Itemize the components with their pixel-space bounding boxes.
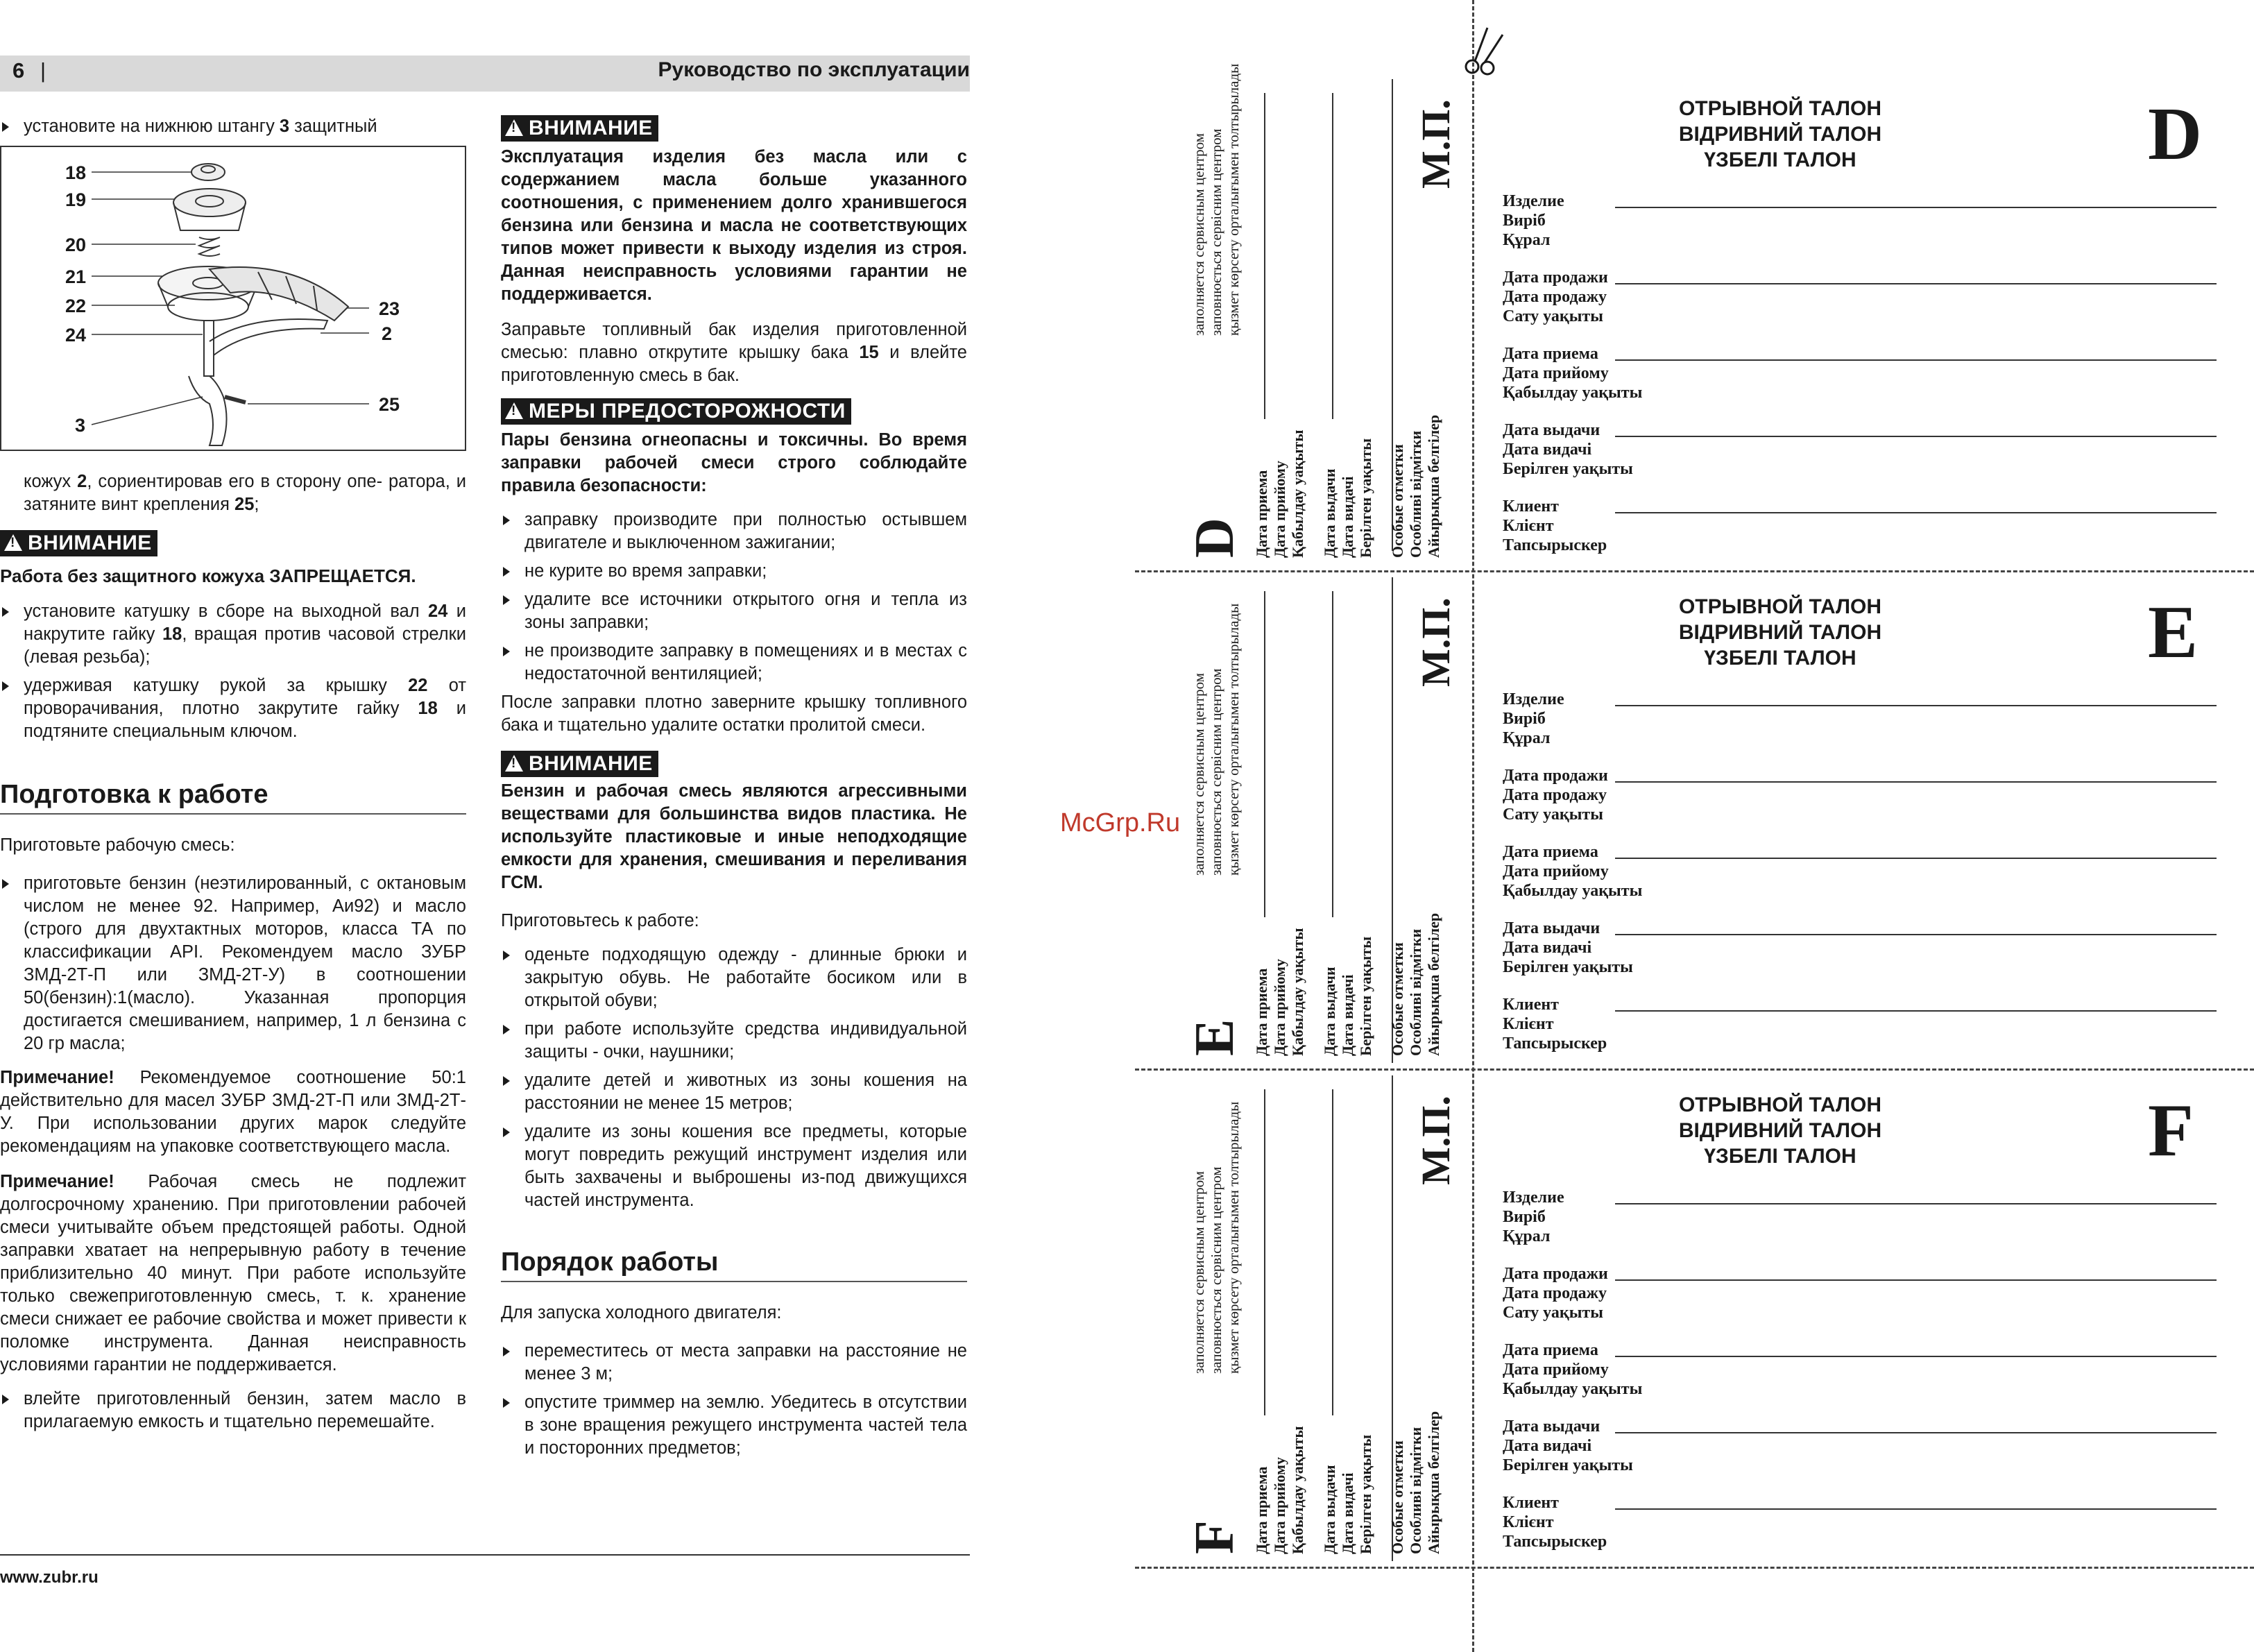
stamp-mp: М.П.: [1413, 99, 1458, 189]
stub-notes: Особые отметки Особливі відмітки Айырықша белгілер: [1389, 1411, 1442, 1554]
left-column-top: [0, 115, 466, 138]
intro-bullet: установите на нижнюю штангу 3 защитный: [0, 115, 466, 138]
field-line[interactable]: [1615, 1279, 2217, 1281]
coupon-title: ОТРЫВНОЙ ТАЛОН ВІДРИВНИЙ ТАЛОН ҮЗБЕЛІ ТАЛОН: [1678, 595, 1882, 670]
field-issue-date: Дата выдачи Дата видачі Берілген уақыты: [1503, 1417, 1633, 1474]
cut-line-3: [1135, 1567, 2254, 1569]
list-item: заправку производите при полностью остывшем двигателе и выключенном зажигании;: [501, 509, 967, 554]
stub-service-note: заполняется сервисным центром заповнюється сервісним центром қызмет көрсету орталығымен толтырылады: [1190, 63, 1242, 336]
stub-field-line: [1264, 591, 1265, 917]
field-line[interactable]: [1615, 512, 2217, 513]
stub-issue: Дата выдачи Дата видачі Берілген уақыты: [1321, 438, 1374, 558]
note-2: Примечание! Рабочая смесь не подлежит долгосрочному хранению. При приготовлении рабочей смеси учитывайте объем предстоящей работы. Одной заправки хватает на непрерывную работу в течение приблизительно 40 минут. При работе используйте только свежеприготовленную смесь, т. к. хранение смеси снижает ее рабочие свойства и может привести к поломке инструмента. Данная неисправность условиями гарантии не поддерживается.: [0, 1172, 466, 1374]
figure-label-18: 18: [65, 162, 87, 183]
right-column: [501, 115, 967, 1460]
field-line[interactable]: [1615, 934, 2217, 935]
warning-icon: [505, 119, 523, 136]
field-line[interactable]: [1615, 207, 2217, 208]
stub-notes: Особые отметки Особливі відмітки Айырықша белгілер: [1389, 414, 1442, 558]
figure-label-2: 2: [382, 323, 393, 344]
stub-letter: E: [1184, 1019, 1245, 1056]
warning-badge-3: !ВНИМАНИЕ: [501, 751, 967, 777]
field-receive-date: Дата приема Дата прийому Қабылдау уақыты: [1503, 1341, 1643, 1398]
warning-text-1: Работа без защитного кожуха ЗАПРЕЩАЕТСЯ.: [0, 565, 416, 586]
field-product: Изделие Виріб Құрал: [1503, 192, 1564, 249]
field-receive-date: Дата приема Дата прийому Қабылдау уақыты: [1503, 843, 1643, 900]
section-rule: [501, 1281, 967, 1282]
figure-label-24: 24: [65, 325, 87, 346]
list-item: опустите триммер на землю. Убедитесь в отсутствии в зоне вращения режущего инструмента частей тела и посторонних предметов;: [501, 1391, 967, 1460]
precautions-badge: !МЕРЫ ПРЕДОСТОРОЖНОСТИ: [501, 398, 967, 425]
stub-notes: Особые отметки Особливі відмітки Айырықша белгілер: [1389, 912, 1442, 1056]
fill-instruction: Заправьте топливный бак изделия приготовленной смесью: плавно открутите крышку бака 15 и влейте приготовленную смесь в бак.: [501, 320, 967, 385]
prepare-work: Приготовьтесь к работе:: [501, 911, 699, 930]
stamp-mp: М.П.: [1413, 1096, 1458, 1185]
field-line[interactable]: [1615, 1508, 2217, 1510]
warning-icon: [505, 402, 523, 419]
watermark: McGrp.Ru: [1060, 808, 1181, 837]
section-title-work: Порядок работы: [501, 1247, 719, 1277]
field-sale-date: Дата продажи Дата продажу Сату уақыты: [1503, 1265, 1608, 1322]
list-item: не производите заправку в помещениях и в местах с недостаточной вентиляцией;: [501, 640, 967, 686]
coupon-letter: E: [2148, 591, 2198, 674]
section-rule: [0, 813, 466, 815]
warning-text-2: Эксплуатация изделия без масла или с содержанием масла больше указанного соотношения, с применением долго хранившегося бензина или бензина и масла не соответствующих типов может привести к выходу изделия из строя. Данная неисправность условиями гарантии не поддерживается.: [501, 147, 967, 304]
header-separator: |: [40, 58, 46, 83]
coupon-title: ОТРЫВНОЙ ТАЛОН ВІДРИВНИЙ ТАЛОН ҮЗБЕЛІ ТАЛОН: [1678, 97, 1882, 171]
field-line[interactable]: [1615, 1010, 2217, 1012]
field-line[interactable]: [1615, 436, 2217, 437]
field-line[interactable]: [1615, 858, 2217, 859]
field-client: Клиент Клієнт Тапсырыскер: [1503, 1494, 1607, 1551]
stub-receive: Дата приема Дата прийому Қабылдау уақыты: [1253, 928, 1306, 1056]
figure-label-19: 19: [65, 189, 87, 210]
coupon-f: [1135, 1068, 2254, 1567]
field-line[interactable]: [1615, 781, 2217, 783]
note-1: Примечание! Рекомендуемое соотношение 50:1 действительно для масел ЗУБР ЗМД-2Т-П или ЗМД-2Т-У. При использовании других марок следуйте рекомендациям на упаковке соответствующего масла.: [0, 1068, 466, 1156]
manual-title: Руководство по эксплуатации: [658, 58, 970, 81]
figure-label-22: 22: [65, 296, 87, 316]
field-line[interactable]: [1615, 359, 2217, 361]
list-item: оденьте подходящую одежду - длинные брюки и закрытую обувь. Не работайте босиком или в открытой обуви;: [501, 944, 967, 1012]
field-receive-date: Дата приема Дата прийому Қабылдау уақыты: [1503, 345, 1643, 402]
warning-badge-1: !ВНИМАНИЕ: [0, 530, 466, 556]
cold-start: Для запуска холодного двигателя:: [501, 1303, 782, 1322]
warning-icon: [4, 534, 22, 551]
prepare-intro: Приготовьте рабочую смесь:: [0, 835, 235, 855]
field-issue-date: Дата выдачи Дата видачі Берілген уақыты: [1503, 421, 1633, 478]
figure-label-23: 23: [379, 298, 400, 319]
list-item: влейте приготовленный бензин, затем масло в прилагаемую емкость и тщательно перемешайте.: [0, 1388, 466, 1433]
field-sale-date: Дата продажи Дата продажу Сату уақыты: [1503, 269, 1608, 325]
list-item: удерживая катушку рукой за крышку 22 от проворачивания, плотно закрутите гайку 18 и подтяните специальным ключом.: [0, 674, 466, 743]
list-item: переместитесь от места заправки на расстояние не менее 3 м;: [501, 1340, 967, 1386]
field-line[interactable]: [1615, 705, 2217, 706]
stub-field-line: [1264, 93, 1265, 419]
coupon-e: [1135, 570, 2254, 1068]
stub-field-line: [1264, 1089, 1265, 1415]
warning-text-3: Бензин и рабочая смесь являются агрессивными веществами для большинства видов пластика. Не используйте пластиковые и иные неподходящие емкости для хранения, смешивания и переливания ГСМ.: [501, 781, 967, 892]
warning-badge-2: !ВНИМАНИЕ: [501, 115, 967, 142]
stub-issue: Дата выдачи Дата видачі Берілген уақыты: [1321, 936, 1374, 1056]
trimmer-head-drawing: [1, 147, 465, 450]
page-number: 6: [12, 58, 25, 83]
kozhuh-text: кожух 2, сориентировав его в сторону опе- ратора, и затяните винт крепления 25;: [24, 472, 466, 514]
field-line[interactable]: [1615, 1203, 2217, 1204]
list-item: приготовьте бензин (неэтилированный, с октановым числом не менее 92. Например, Аи92) и масло (строго для двухтактных моторов, класса ТА по классификации API. Рекомендуем масло ЗУБР ЗМД-2Т-П или ЗМД-2Т-У) в соотношении 50(бензин):1(масло). Указанная пропорция достигается смешиванием, например, 1 л бензина с 20 гр масла;: [0, 872, 466, 1055]
list-item: при работе используйте средства индивидуальной защиты - очки, наушники;: [501, 1018, 967, 1064]
footer-url[interactable]: www.zubr.ru: [0, 1568, 99, 1587]
list-item: удалите все источники открытого огня и тепла из зоны заправки;: [501, 588, 967, 634]
left-column-main: [0, 470, 466, 1433]
list-item: установите катушку в сборе на выходной вал 24 и накрутите гайку 18, вращая против часовой стрелки (левая резьба);: [0, 600, 466, 669]
assembly-figure: [0, 146, 466, 451]
figure-label-3: 3: [75, 415, 86, 436]
figure-label-21: 21: [65, 266, 87, 287]
section-title-prepare: Подготовка к работе: [0, 780, 268, 809]
field-client: Клиент Клієнт Тапсырыскер: [1503, 497, 1607, 554]
list-item: удалите детей и животных из зоны кошения на расстоянии не менее 15 метров;: [501, 1069, 967, 1115]
field-product: Изделие Виріб Құрал: [1503, 1189, 1564, 1245]
field-sale-date: Дата продажи Дата продажу Сату уақыты: [1503, 767, 1608, 824]
figure-label-20: 20: [65, 235, 87, 255]
stub-letter: F: [1184, 1520, 1245, 1554]
field-line[interactable]: [1615, 283, 2217, 284]
coupon-letter: D: [2148, 93, 2202, 176]
figure-label-25: 25: [379, 394, 400, 415]
stub-receive: Дата приема Дата прийому Қабылдау уақыты: [1253, 429, 1306, 558]
field-line[interactable]: [1615, 1432, 2217, 1433]
coupon-letter: F: [2148, 1089, 2194, 1172]
field-line[interactable]: [1615, 1356, 2217, 1357]
stub-receive: Дата приема Дата прийому Қабылдау уақыты: [1253, 1426, 1306, 1554]
stub-issue: Дата выдачи Дата видачі Берілген уақыты: [1321, 1434, 1374, 1554]
coupon-title: ОТРЫВНОЙ ТАЛОН ВІДРИВНИЙ ТАЛОН ҮЗБЕЛІ ТАЛОН: [1678, 1093, 1882, 1168]
list-item: удалите из зоны кошения все предметы, которые могут повредить режущий инструмент изделия или быть захвачены и выброшены из-под движущихся частей инструмента.: [501, 1121, 967, 1212]
precautions-text: Пары бензина огнеопасны и токсичны. Во время заправки рабочей смеси строго соблюдайте правила безопасности:: [501, 430, 967, 495]
field-product: Изделие Виріб Құрал: [1503, 690, 1564, 747]
stub-service-note: заполняется сервисным центром заповнюється сервісним центром қызмет көрсету орталығымен толтырылады: [1190, 603, 1242, 876]
stub-service-note: заполняется сервисным центром заповнюється сервісним центром қызмет көрсету орталығымен толтырылады: [1190, 1101, 1242, 1374]
stub-field-line: [1332, 1089, 1333, 1415]
stub-letter: D: [1184, 518, 1245, 558]
after-fill: После заправки плотно заверните крышку топливного бака и тщательно удалите остатки пролитой смеси.: [501, 692, 967, 735]
coupon-d: [1135, 63, 2254, 570]
footer-rule: [0, 1554, 970, 1556]
stub-field-line: [1332, 93, 1333, 419]
list-item: не курите во время заправки;: [501, 560, 967, 583]
stamp-mp: М.П.: [1413, 597, 1458, 687]
warning-icon: [505, 755, 523, 772]
field-client: Клиент Клієнт Тапсырыскер: [1503, 996, 1607, 1053]
field-issue-date: Дата выдачи Дата видачі Берілген уақыты: [1503, 919, 1633, 976]
stub-field-line: [1332, 591, 1333, 917]
